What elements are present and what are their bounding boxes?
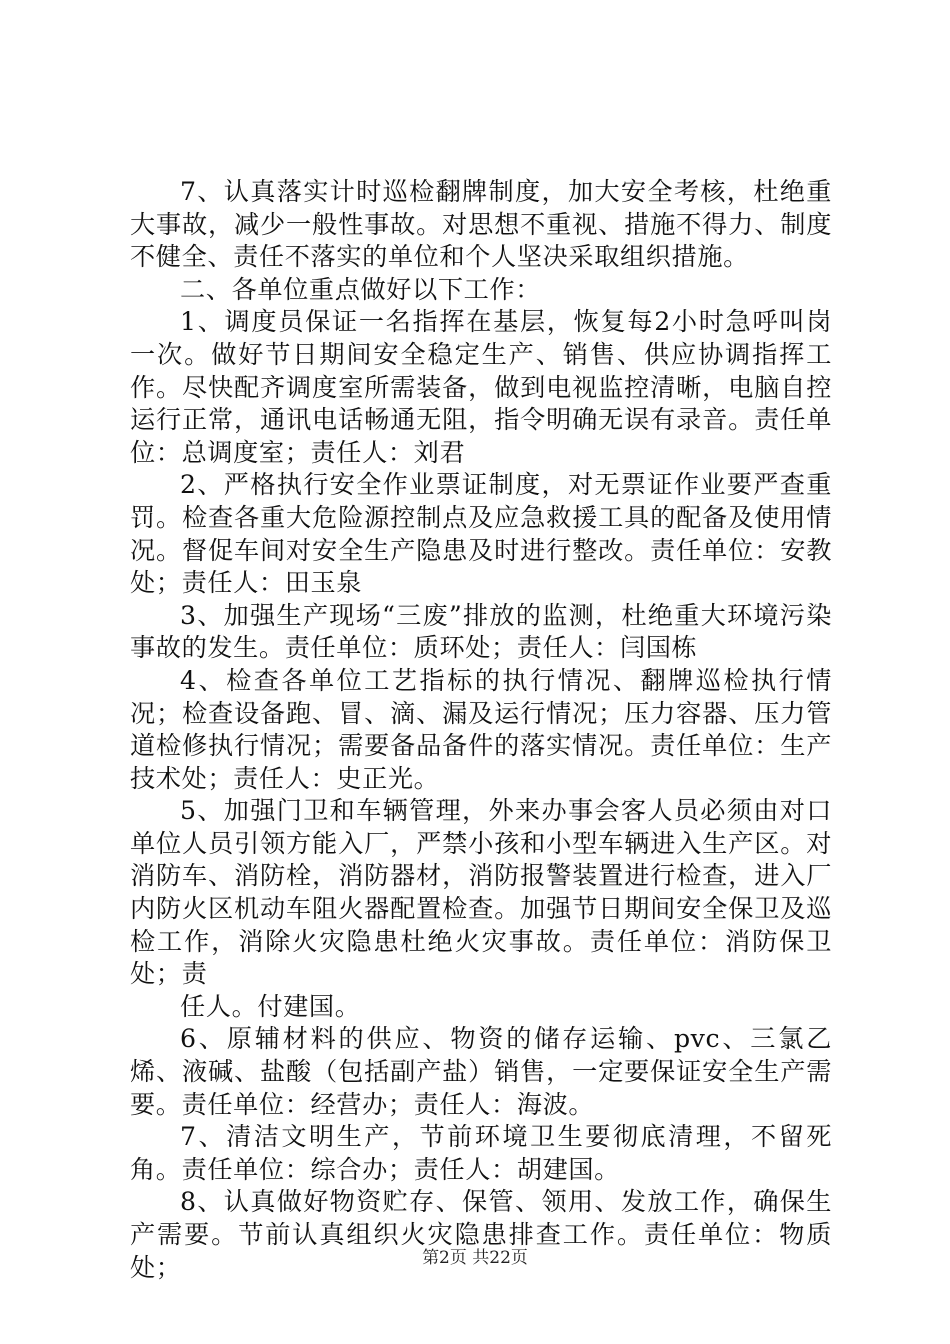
paragraph: 6、原辅材料的供应、物资的储存运输、pvc、三氯乙烯、液碱、盐酸（包括副产盐）销售，一定要保证安全生产需要。责任单位：经营办；责任人：海波。 bbox=[130, 1024, 832, 1119]
paragraph: 8、认真做好物资贮存、保管、领用、发放工作，确保生产需要。节前认真组织火灾隐患排查工作。责任单位：物质处； bbox=[130, 1187, 832, 1282]
page-footer: 第2页 共22页 bbox=[422, 1248, 528, 1268]
paragraph: 二、各单位重点做好以下工作： bbox=[180, 274, 542, 304]
paragraph: 7、认真落实计时巡检翻牌制度，加大安全考核，杜绝重大事故，减少一般性事故。对思想不重视、措施不得力、制度不健全、责任不落实的单位和个人坚决采取组织措施。 bbox=[130, 177, 832, 272]
paragraph: 2、严格执行安全作业票证制度，对无票证作业要严查重罚。检查各重大危险源控制点及应急救援工具的配备及使用情况。督促车间对安全生产隐患及时进行整改。责任单位：安教处；责任人：田玉泉 bbox=[130, 470, 832, 598]
paragraph: 7、清洁文明生产，节前环境卫生要彻底清理，不留死角。责任单位：综合办；责任人：胡建国。 bbox=[130, 1122, 832, 1184]
document-body bbox=[130, 176, 832, 1284]
paragraph: 3、加强生产现场“三废”排放的监测，杜绝重大环境污染事故的发生。责任单位：质环处；责任人：闫国栋 bbox=[130, 600, 832, 663]
paragraph: 任人。付建国。 bbox=[180, 991, 361, 1021]
paragraph: 4、检查各单位工艺指标的执行情况、翻牌巡检执行情况；检查设备跑、冒、滴、漏及运行情况；压力容器、压力管道检修执行情况；需要备品备件的落实情况。责任单位：生产技术处；责任人：史正光。 bbox=[130, 665, 832, 793]
paragraph: 1、调度员保证一名指挥在基层，恢复每2小时急呼叫岗一次。做好节日期间安全稳定生产、销售、供应协调指挥工作。尽快配齐调度室所需装备，做到电视监控清晰，电脑自控运行正常，通讯电话畅通无阻，指令明确无误有录音。责任单位：总调度室；责任人：刘君 bbox=[130, 307, 832, 467]
paragraph: 5、加强门卫和车辆管理，外来办事会客人员必须由对口单位人员引领方能入厂，严禁小孩和小型车辆进入生产区。对消防车、消防栓，消防器材，消防报警装置进行检查，进入厂内防火区机动车阻火器配置检查。加强节日期间安全保卫及巡检工作，消除火灾隐患杜绝火灾事故。责任单位：消防保卫处；责 bbox=[130, 796, 832, 989]
